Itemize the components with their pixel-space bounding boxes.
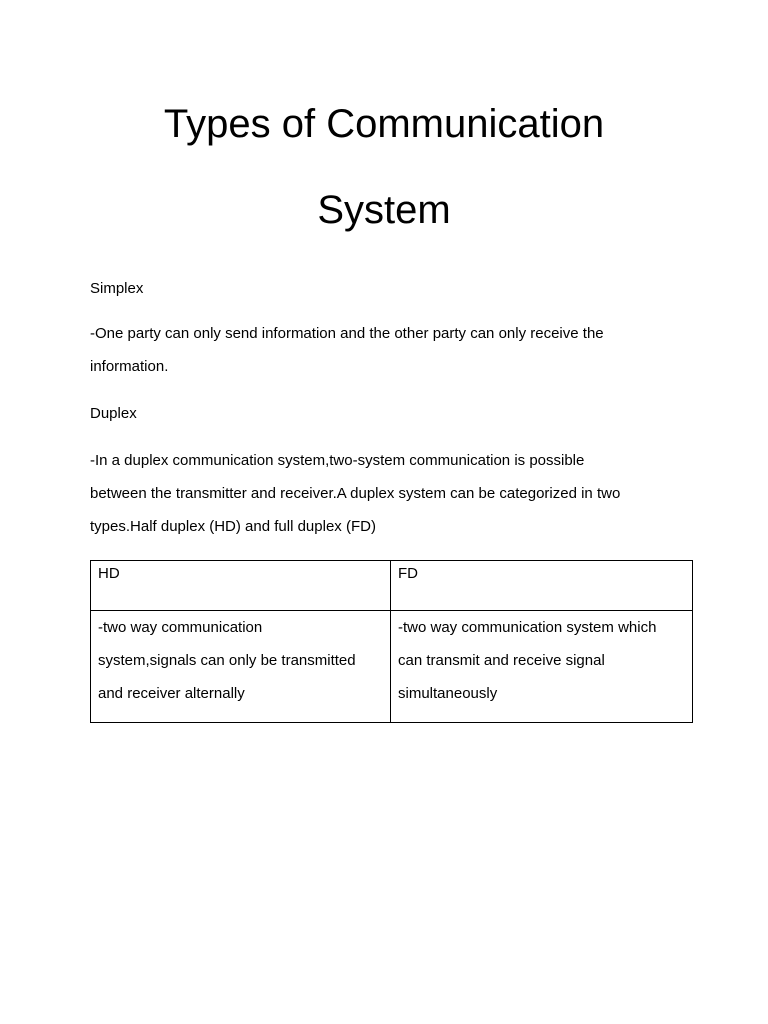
table-header-cell-hd bbox=[91, 561, 391, 611]
table-cell-line: -two way communication bbox=[98, 619, 263, 636]
duplex-heading: Duplex bbox=[90, 405, 137, 422]
table-cell-line: simultaneously bbox=[398, 685, 498, 702]
table-cell-line: -two way communication system which bbox=[398, 619, 657, 636]
duplex-text-line: between the transmitter and receiver.A duplex system can be categorized in two bbox=[90, 485, 621, 502]
table-cell-line: can transmit and receive signal bbox=[398, 652, 605, 669]
table-cell-hd bbox=[91, 611, 391, 723]
table-row bbox=[91, 611, 693, 723]
simplex-text-line: -One party can only send information and the other party can only receive the bbox=[90, 325, 604, 342]
table-cell-line: system,signals can only be transmitted bbox=[98, 652, 356, 669]
table-cell-line: and receiver alternally bbox=[98, 685, 245, 702]
simplex-heading: Simplex bbox=[90, 280, 144, 297]
table-header-cell-fd bbox=[391, 561, 693, 611]
duplex-text-line: types.Half duplex (HD) and full duplex (FD) bbox=[90, 518, 376, 535]
title-line-1: Types of Communication bbox=[163, 102, 605, 146]
comparison-table bbox=[90, 560, 693, 723]
table-header-row bbox=[91, 561, 693, 611]
table-cell-fd bbox=[391, 611, 693, 723]
title-line-2: System bbox=[317, 188, 451, 232]
simplex-text-line: information. bbox=[90, 358, 169, 375]
table-header-text: FD bbox=[398, 565, 418, 582]
table-header-text: HD bbox=[98, 565, 120, 582]
duplex-text-line: -In a duplex communication system,two-system communication is possible bbox=[90, 452, 585, 469]
